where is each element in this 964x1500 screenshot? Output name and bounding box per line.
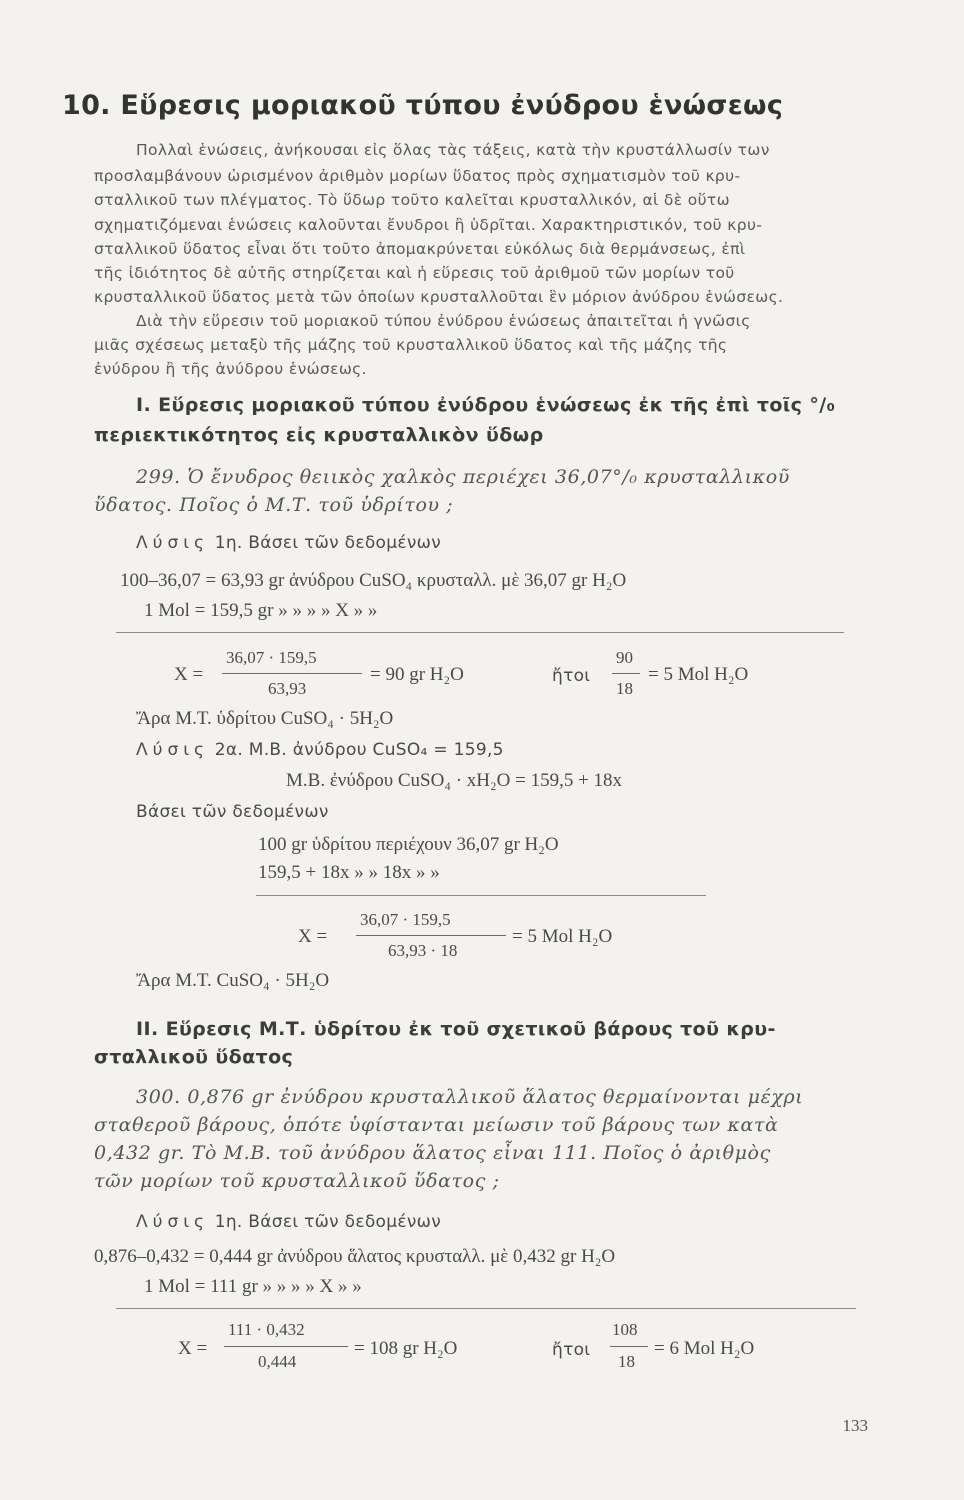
fraction-bar	[356, 935, 506, 936]
fraction-lhs: X =	[174, 664, 204, 685]
etoi-word: ἤτοι	[552, 1340, 591, 1360]
fraction-result: = 90 gr H₂O	[370, 664, 464, 685]
intro-line: ἐνύδρου ἢ τῆς ἀνύδρου ἑνώσεως.	[94, 360, 367, 378]
fraction-lhs: X =	[178, 1338, 208, 1359]
solution-word: Λύσις	[136, 533, 209, 553]
problem-300-text: 0,432 gr. Τὸ Μ.Β. τοῦ ἀνύδρου ἅλατος εἶναι 111. Ποῖος ὁ ἀριθμὸς	[94, 1142, 771, 1164]
solution-word: Λύσις	[136, 740, 209, 760]
divider-rule	[116, 1308, 856, 1309]
intro-line: προσλαμβάνουν ὡρισμένον ἀριθμὸν μορίων ὕδατος πρὸς σχηματισμὸν τοῦ κρυ-	[94, 167, 741, 185]
fraction-result: = 5 Mol H₂O	[648, 664, 749, 685]
fraction-bar	[222, 673, 362, 674]
intro-line: σταλλικοῦ των πλέγματος. Τὸ ὕδωρ τοῦτο καλεῖται κρυσταλλικόν, αἱ δὲ οὕτω	[94, 191, 730, 209]
fraction-lhs: X =	[298, 926, 328, 947]
etoi-word: ἤτοι	[552, 666, 591, 686]
fraction-denominator: 0,444	[258, 1352, 297, 1371]
section2-heading-cont: σταλλικοῦ ὕδατος	[94, 1046, 294, 1068]
intro-line: σχηματιζόμεναι ἑνώσεις καλοῦνται ἔνυδροι ἢ ὑδρῖται. Χαρακτηριστικόν, τοῦ κρυ-	[94, 216, 763, 234]
fraction-denominator: 63,93 · 18	[388, 941, 458, 960]
intro-line: κρυσταλλικοῦ ὕδατος μετὰ τῶν ὁποίων κρυσταλλοῦται ἓν μόριον ἀνύδρου ἑνώσεως.	[94, 288, 784, 306]
equation-line: 1 Mol = 159,5 gr » » » » X » »	[144, 600, 378, 621]
fraction-denominator: 63,93	[268, 679, 307, 698]
solution-intro: 2α. Μ.Β. ἀνύδρου CuSO₄ = 159,5	[214, 740, 504, 760]
fraction-denominator: 18	[618, 1352, 635, 1371]
page-title: 10. Εὕρεσις μοριακοῦ τύπου ἐνύδρου ἑνώσεως	[62, 90, 784, 121]
intro-line: Πολλαὶ ἑνώσεις, ἀνήκουσαι εἰς ὅλας τὰς τάξεις, κατὰ τὴν κρυστάλλωσίν των	[136, 141, 770, 159]
intro-line: μιᾶς σχέσεως μεταξὺ τῆς μάζης τοῦ κρυσταλλικοῦ ὕδατος καὶ τῆς μάζης τῆς	[94, 336, 728, 354]
fraction-result: = 5 Mol H₂O	[512, 926, 613, 947]
fraction-numerator: 108	[612, 1320, 638, 1339]
equation-line: 100 gr ὑδρίτου περιέχουν 36,07 gr H₂O	[258, 834, 559, 855]
problem-300-text: 300. 0,876 gr ἐνύδρου κρυσταλλικοῦ ἅλατος θερμαίνονται μέχρι	[136, 1086, 804, 1108]
solution-intro: 1η. Βάσει τῶν δεδομένων	[214, 533, 441, 553]
fraction-bar	[612, 673, 640, 674]
divider-rule	[256, 895, 706, 896]
basis-label: Βάσει τῶν δεδομένων	[136, 802, 329, 822]
result-line: Ἄρα Μ.Τ. ὑδρίτου CuSO₄ · 5H₂O	[136, 708, 394, 729]
intro-line: σταλλικοῦ ὕδατος εἶναι ὅτι τοῦτο ἀπομακρύνεται εὐκόλως διὰ θερμάνσεως, ἐπὶ	[94, 240, 746, 258]
fraction-denominator: 18	[616, 679, 633, 698]
result-line: Ἄρα Μ.Τ. CuSO₄ · 5H₂O	[136, 970, 330, 991]
intro-line: Διὰ τὴν εὕρεσιν τοῦ μοριακοῦ τύπου ἐνύδρου ἑνώσεως ἀπαιτεῖται ἡ γνῶσις	[136, 312, 751, 330]
equation-line: 159,5 + 18x » » 18x » »	[258, 862, 440, 883]
fraction-numerator: 90	[616, 648, 633, 667]
page-number: 133	[842, 1416, 868, 1435]
fraction-result: = 6 Mol H₂O	[654, 1338, 755, 1359]
intro-line: τῆς ἰδιότητος δὲ αὐτῆς στηρίζεται καὶ ἡ εὕρεσις τοῦ ἀριθμοῦ τῶν μορίων τοῦ	[94, 264, 735, 282]
solution-label	[136, 740, 504, 760]
problem-299-text: 299. Ὁ ἔνυδρος θειικὸς χαλκὸς περιέχει 36,07°/₀ κρυσταλλικοῦ	[136, 466, 790, 488]
section1-heading-cont: περιεκτικότητος εἰς κρυσταλλικὸν ὕδωρ	[94, 424, 544, 446]
section2-heading: II. Εὕρεσις Μ.Τ. ὑδρίτου ἐκ τοῦ σχετικοῦ βάρους τοῦ κρυ-	[136, 1018, 776, 1040]
problem-300-text: σταθεροῦ βάρους, ὁπότε ὑφίστανται μείωσιν τοῦ βάρους των κατὰ	[94, 1114, 779, 1136]
solution-word: Λύσις	[136, 1212, 209, 1232]
fraction-result: = 108 gr H₂O	[354, 1338, 458, 1359]
fraction-bar	[224, 1346, 348, 1347]
fraction-bar	[610, 1346, 648, 1347]
solution-label	[136, 533, 441, 553]
equation-line: 0,876–0,432 = 0,444 gr ἀνύδρου ἅλατος κρυσταλλ. μὲ 0,432 gr H₂O	[94, 1246, 616, 1267]
fraction-numerator: 36,07 · 159,5	[360, 910, 451, 929]
equation-line: 1 Mol = 111 gr » » » » X » »	[144, 1276, 362, 1297]
section1-heading: I. Εὕρεσις μοριακοῦ τύπου ἐνύδρου ἑνώσεως ἐκ τῆς ἐπὶ τοῖς °/₀	[136, 394, 836, 416]
solution-label	[136, 1212, 441, 1232]
equation-line: 100–36,07 = 63,93 gr ἀνύδρου CuSO₄ κρυσταλλ. μὲ 36,07 gr H₂O	[120, 570, 627, 591]
solution-intro: 1η. Βάσει τῶν δεδομένων	[214, 1212, 441, 1232]
problem-300-text: τῶν μορίων τοῦ κρυσταλλικοῦ ὕδατος ;	[94, 1170, 500, 1192]
fraction-numerator: 111 · 0,432	[228, 1320, 305, 1339]
problem-299-text: ὕδατος. Ποῖος ὁ Μ.Τ. τοῦ ὑδρίτου ;	[94, 494, 454, 516]
equation-line: Μ.Β. ἐνύδρου CuSO₄ · xH₂O = 159,5 + 18x	[286, 770, 623, 791]
fraction-numerator: 36,07 · 159,5	[226, 648, 317, 667]
divider-rule	[116, 632, 844, 633]
